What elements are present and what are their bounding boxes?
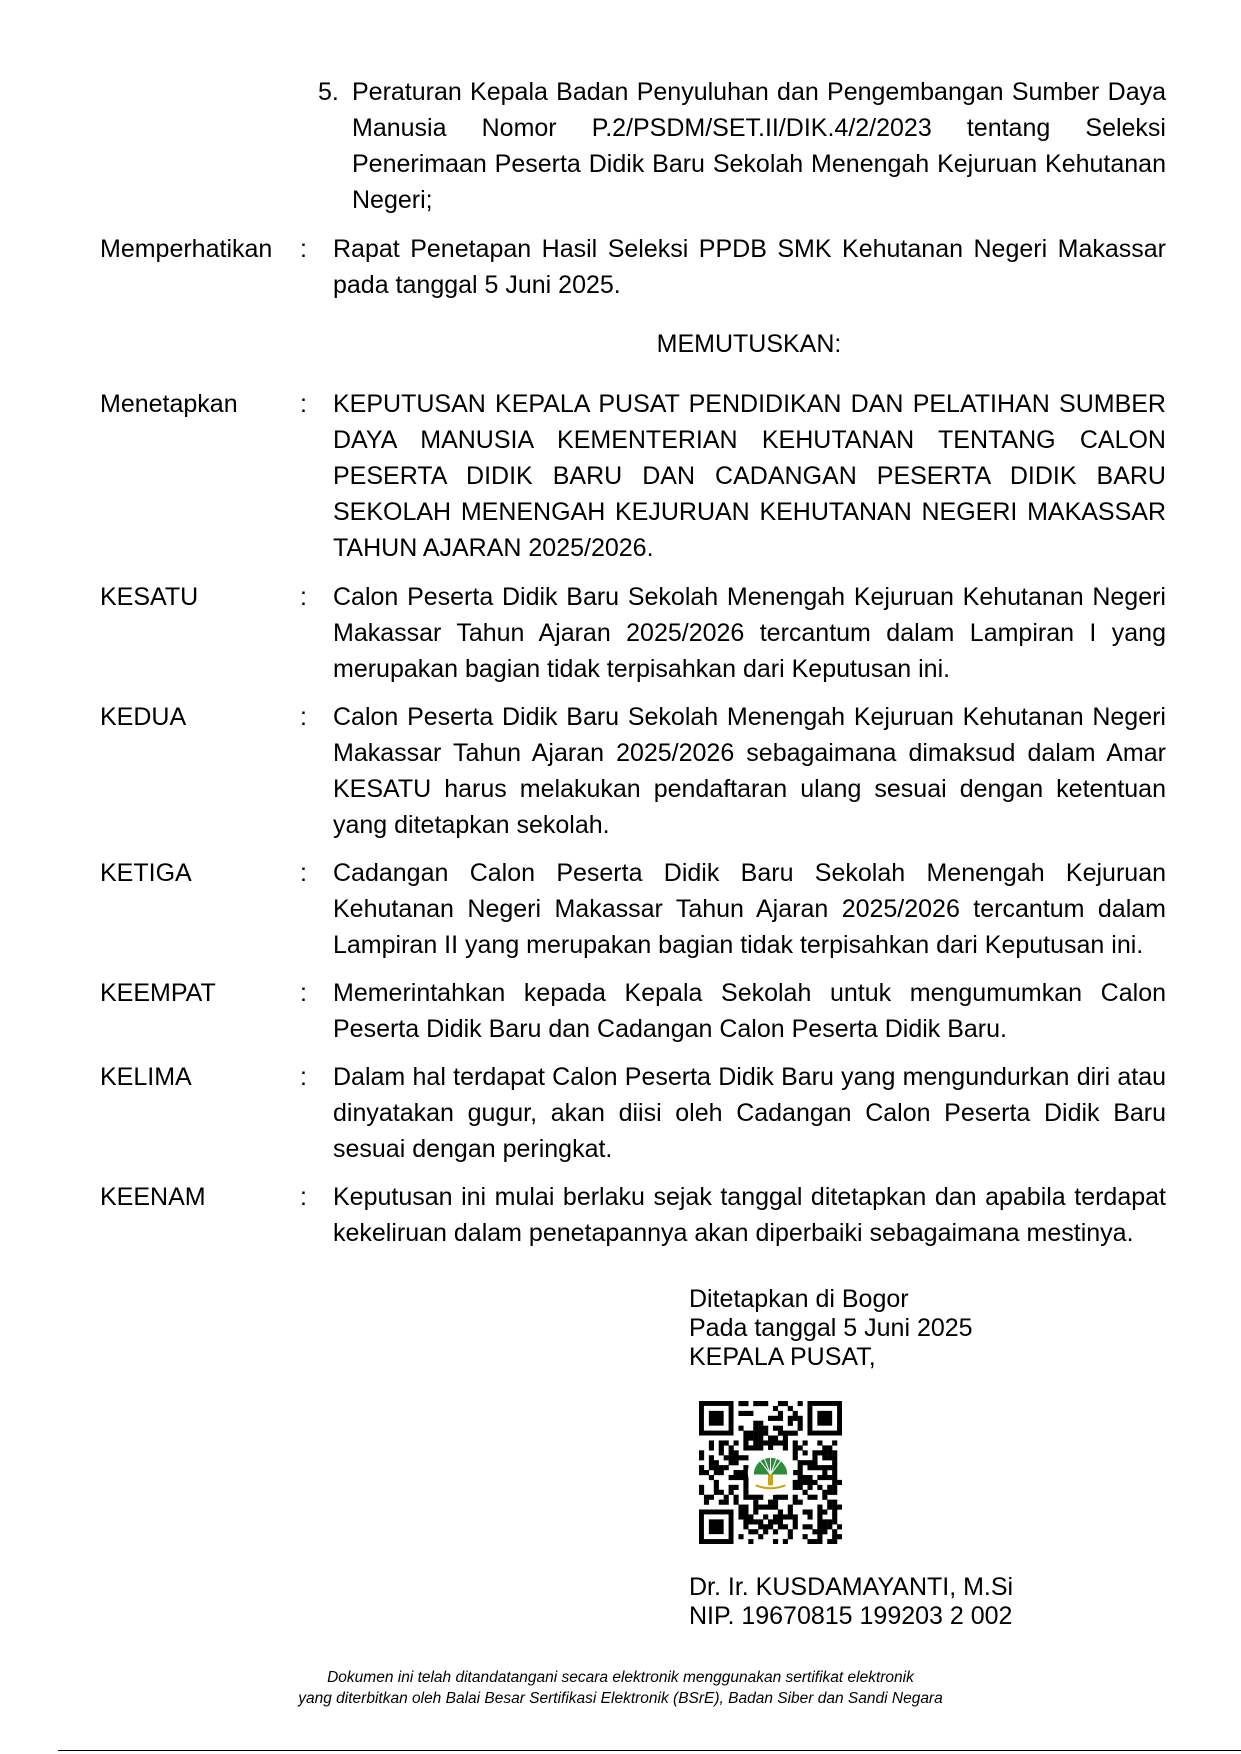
- article-text: Cadangan Calon Peserta Didik Baru Sekolah Menengah Kejuruan Kehutanan Negeri Makassar Tahun Ajaran 2025/2026 tercantum dalam Lampiran II yang merupakan bagian tidak terpisahkan dari Keputusan ini.: [333, 859, 1166, 959]
- colon: :: [300, 583, 307, 611]
- article-kesatu: [100, 579, 1166, 687]
- article-label: KETIGA: [100, 859, 192, 887]
- memperhatikan-row: [100, 231, 1166, 303]
- colon: :: [300, 390, 307, 418]
- article-label: KEEMPAT: [100, 979, 216, 1007]
- memperhatikan-text: Rapat Penetapan Hasil Seleksi PPDB SMK Kehutanan Negeri Makassar pada tanggal 5 Juni 2025.: [333, 235, 1166, 299]
- article-label: KESATU: [100, 583, 199, 611]
- menetapkan-row: [100, 386, 1166, 566]
- colon: :: [300, 703, 307, 731]
- item-text: Peraturan Kepala Badan Penyuluhan dan Pengembangan Sumber Daya Manusia Nomor P.2/PSDM/SET.II/DIK.4/2/2023 tentang Seleksi Penerimaan Peserta Didik Baru Sekolah Menengah Kejuruan Kehutanan Negeri;: [352, 78, 1166, 214]
- e-signature-footer: [0, 1667, 1241, 1709]
- consideration-item-5: [318, 74, 1166, 218]
- article-label: KEENAM: [100, 1183, 206, 1211]
- bottom-divider: [58, 1750, 1241, 1751]
- colon: :: [300, 979, 307, 1007]
- article-text: Keputusan ini mulai berlaku sejak tanggal ditetapkan dan apabila terdapat kekeliruan dalam penetapannya akan diperbaiki sebagaimana mestinya.: [333, 1183, 1166, 1247]
- article-text: Calon Peserta Didik Baru Sekolah Menengah Kejuruan Kehutanan Negeri Makassar Tahun Ajaran 2025/2026 tercantum dalam Lampiran I yang merupakan bagian tidak terpisahkan dari Keputusan ini.: [333, 583, 1166, 683]
- qr-code-icon: [699, 1401, 842, 1544]
- signature-date: Pada tanggal 5 Juni 2025: [689, 1314, 973, 1342]
- decision-heading-wrap: [0, 326, 1241, 362]
- signer-name: Dr. Ir. KUSDAMAYANTI, M.Si: [689, 1573, 1014, 1601]
- article-label: KEDUA: [100, 703, 187, 731]
- signature-position: KEPALA PUSAT,: [689, 1343, 876, 1371]
- article-keempat: [100, 975, 1166, 1047]
- menetapkan-label: Menetapkan: [100, 390, 238, 418]
- article-label: KELIMA: [100, 1063, 192, 1091]
- footer-line-2: yang diterbitkan oleh Balai Besar Sertifikasi Elektronik (BSrE), Badan Siber dan Sandi Negara: [298, 1690, 943, 1707]
- signature-block: [689, 1285, 973, 1372]
- decision-heading: MEMUTUSKAN:: [656, 330, 842, 358]
- colon: :: [300, 1063, 307, 1091]
- colon: :: [300, 859, 307, 887]
- colon: :: [300, 235, 307, 263]
- menetapkan-text: KEPUTUSAN KEPALA PUSAT PENDIDIKAN DAN PELATIHAN SUMBER DAYA MANUSIA KEMENTERIAN KEHUTANAN TENTANG CALON PESERTA DIDIK BARU DAN CADANGAN PESERTA DIDIK BARU SEKOLAH MENENGAH KEJURUAN KEHUTANAN NEGERI MAKASSAR TAHUN AJARAN 2025/2026.: [333, 390, 1166, 562]
- signer-nip: NIP. 19670815 199203 2 002: [689, 1602, 1013, 1630]
- signer-block: [689, 1573, 1013, 1631]
- article-text: Dalam hal terdapat Calon Peserta Didik Baru yang mengundurkan diri atau dinyatakan gugur, akan diisi oleh Cadangan Calon Peserta Didik Baru sesuai dengan peringkat.: [333, 1063, 1166, 1163]
- article-kedua: [100, 699, 1166, 843]
- article-ketiga: [100, 855, 1166, 963]
- colon: :: [300, 1183, 307, 1211]
- footer-line-1: Dokumen ini telah ditandatangani secara elektronik menggunakan sertifikat elektronik: [327, 1669, 914, 1686]
- article-kelima: [100, 1059, 1166, 1167]
- article-text: Memerintahkan kepada Kepala Sekolah untuk mengumumkan Calon Peserta Didik Baru dan Cadangan Calon Peserta Didik Baru.: [333, 979, 1166, 1043]
- item-number: 5.: [318, 78, 339, 106]
- article-text: Calon Peserta Didik Baru Sekolah Menengah Kejuruan Kehutanan Negeri Makassar Tahun Ajaran 2025/2026 sebagaimana dimaksud dalam Amar KESATU harus melakukan pendaftaran ulang sesuai dengan ketentuan yang ditetapkan sekolah.: [333, 703, 1166, 839]
- article-keenam: [100, 1179, 1166, 1251]
- memperhatikan-label: Memperhatikan: [100, 235, 273, 263]
- signature-place: Ditetapkan di Bogor: [689, 1285, 909, 1313]
